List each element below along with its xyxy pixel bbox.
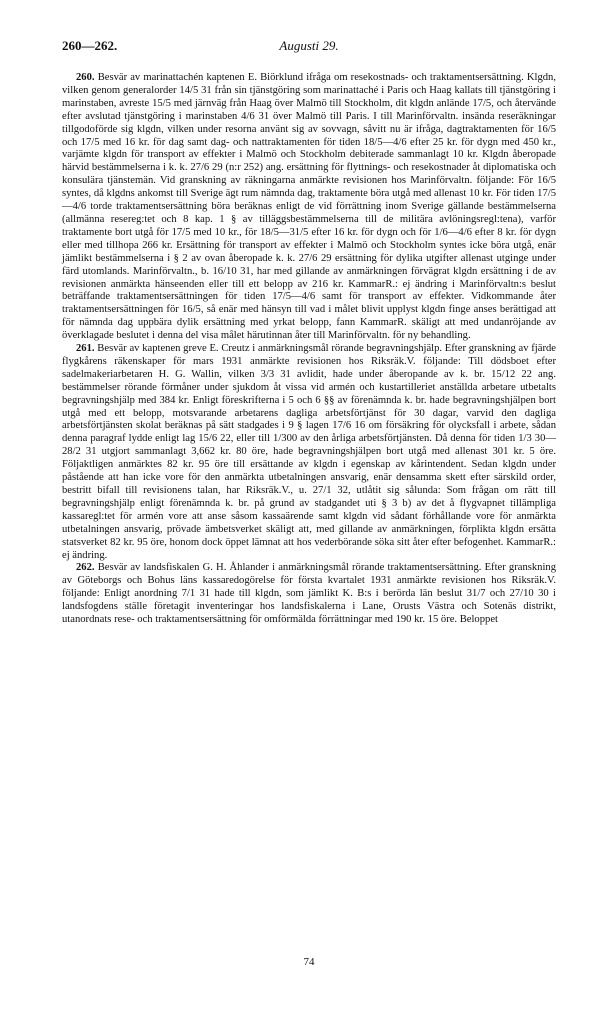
header-date: Augusti 29. <box>279 38 339 53</box>
section-text: Besvär av landsfiskalen G. H. Åhlander i anmärkningsmål rörande traktamentsersättning. Efter granskning av Göteborgs och Bohus läns kassaredogörelse för första kvartalet 1931 anmärkte revisionen hos Riksräk.V. följande: Enligt anordning 7/1 31 hade till klgdn, som jämlikt K. B:s i berörda län beslut 31/7 och 27/10 30 i landsfogdens ställe företagit inventeringar hos landsfiskalerna i Lane, Orusts Västra och Sotenäs distrikt, utanordnats rese- och traktamentsersättning för omförmälda förrättningar med 190 kr. 15 öre. Beloppet <box>62 562 556 626</box>
page-number: 74 <box>303 956 315 968</box>
section-number: 261. <box>76 343 95 355</box>
section-number: 262. <box>76 562 95 574</box>
section-number: 260. <box>76 72 95 83</box>
section-range: 260—262. <box>62 38 118 53</box>
section-261 <box>62 343 556 562</box>
section-text: Besvär av marinattachén kaptenen E. Biörklund ifråga om resekostnads- och traktamentsersättning. Klgdn, vilken genom generalorder 14/5 31 från sin tjänstgöring som marinattaché i Paris och Haag kallats till tjänstgöring i marinstaben, avreste 15/5 med järnväg från Haag över Malmö till Stockholm, dit klgdn anlände 17/5, och återvände efter avslutad tjänstgöring i marinstaben 4/6 31 över Malmö till Paris. I till Marinförvaltn. insända reseräkningar tillgodoförde sig klgdn, vilken under resorna använt sig av sovvagn, såvitt nu är ifråga, dagtraktamenten för 16/5 och 17/5 med 16 kr. för dag samt dag- och nattraktamenten för tiden 18/5—4/6 efter 25 kr. för dygn med 450 kr., varjämte klgdn för transport av effekter i Malmö och Stockholm debiterade sammanlagt 10 kr. Klgdn åberopade härvid bestämmelserna i k. k. 27/6 29 (n:r 252) ang. ersättning för flyttnings- och resekostnader åt diplomatiska och konsulära tjänstemän. Vid granskning av räkningarna anmärkte revisionen hos Marinförvaltn. följande: För 16/5 syntes, då klgdns ankomst till Sverige ägt rum nämnda dag, traktamente böra utgå med allenast 10 kr. För tiden 17/5—4/6 torde traktamentsersättning böra beräknas enligt de vid förrättning inom Sverige gällande bestämmelserna (allmänna resereg:tet och 8 kap. 1 § av tilläggsbestämmelserna till de militära avlöningsregl:tena), varför traktamente bort utgå för 17/5 med 10 kr., för 18/5—31/5 efter 16 kr. för dygn och för 1/6—4/6 efter 8 kr. för dygn eller med tillhopa 266 kr. Ersättning för transport av effekter i Malmö och Stockholm syntes icke böra utgå, enär jämlikt bestämmelserna i § 2 av ovan åberopade k. k. 27/6 29 ersättning för dylika utgifter allenast utginge under färd utomlands. Marinförvaltn., b. 16/10 31, har med gillande av anmärkningen förvägrat klgdn ersättning i de av revisionen anmärkta hänseenden eller till ett belopp av 216 kr. KammarR.: ej ändring i Marinförvaltn:s beslut beträffande traktamentsersättningen för tiden 17/5—4/6 samt för transport av effekter. Vidkommande åter traktamentsersättningen för 16/5, så enär med hänsyn till vad i målet blivit upplyst klgdn finge anses berättigad att för nämnda dag uppbära dylik ersättning med yrkat belopp, fann KammarR. skäligt att med undanröjande av överklagade beslutet i denna del visa målet härutinnan åter till Marinförvaltn. för ny behandling. <box>62 72 556 342</box>
body-text <box>62 72 556 627</box>
section-260 <box>62 72 556 343</box>
document-page <box>62 38 556 988</box>
page-header <box>62 38 556 62</box>
section-262 <box>62 562 556 627</box>
section-text: Besvär av kaptenen greve E. Creutz i anmärkningsmål rörande begravningshjälp. Efter granskning av fjärde flygkårens räkenskaper för mars 1931 anmärkte revisionen hos Riksräk.V. följande: Till dödsboet efter sadelmakeriarbetaren H. G. Wallin, vilken 3/3 31 avlidit, hade under åberopande av k. br. 15/12 22 ang. bestämmelser rörande förmåner under sjukdom åt vissa vid armén och kustartilleriet anställda arbetare utbetalts begravningshjälp med 384 kr. Enligt föreskrifterna i 5 och 6 §§ av förenämnda k. br. hade begravningshjälpen bort utgå med ett belopp, motsvarande arbetarens dagliga arbetsförtjänst för 30 dagar, varvid den dagliga arbetsförtjänsten skolat beräknas på sätt stadgades i 9 § lagen 17/6 16 om försäkring för olycksfall i arbete, sådan denna paragraf lydde enligt lag 15/6 22, eller till 1/300 av den årliga arbetsförtjänsten. Då denna för tiden 1/3 30—28/2 31 utgjort sammanlagt 3,662 kr. 80 öre, hade begravningshjälpen bort utgå med allenast 301 kr. 5 öre. Följaktligen anmärktes 82 kr. 95 öre till ersättande av klgdn i egenskap av kårintendent. Sedan klgdn under påstående att han icke vore för den anmärkta utbetalningen ansvarig, enär densamma skett efter särskild order, bestritt bifall till revisionens talan, har Riksräk.V., u. 27/1 32, utlåtit sig sålunda: Som frågan om rätt till begravningshjälp enligt förenämnda k. br. på grund av stadgandet uti § 3 b) av det å flygvapnet tillämpliga kassaregl:tet för armén vore att anse såsom kassaärende samt klgdn vid sådant förhållande vore för anmärkta utbetalningen ansvarig, prövade ämbetsverket skäligt att, med gillande av anmärkningen, förpliktа klgdn ersätta statsverket 82 kr. 95 öre, honom dock öppet lämnat att hos vederbörande söka sitt åter efter befogenhet. KammarR.: ej ändring. <box>62 343 556 561</box>
